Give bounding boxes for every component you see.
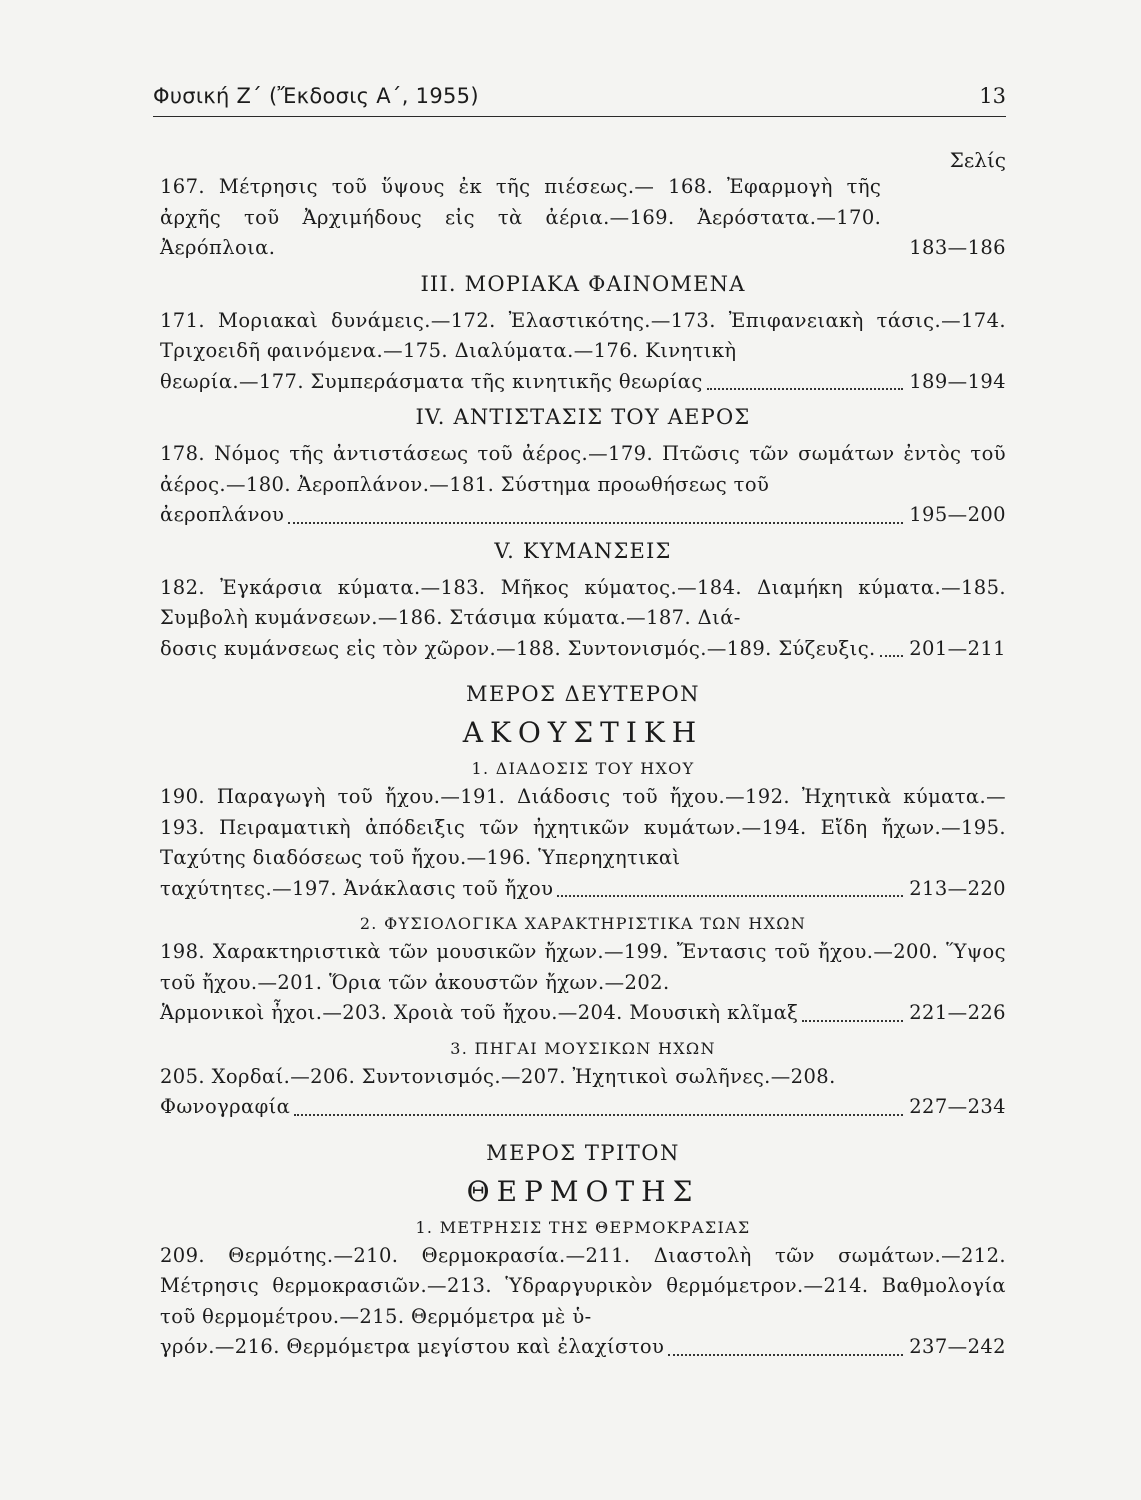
entry-text: 205. Χορδαί.—206. Συντονισμός.—207. Ἠχητικοὶ σωλῆνες.—208.: [160, 1064, 836, 1088]
page-range: 237—242: [909, 1335, 1006, 1358]
page-range: 195—200: [909, 503, 1006, 526]
entry-text-last: Φωνογραφία: [160, 1095, 291, 1118]
dot-leader: [557, 895, 903, 897]
subsection-title: 1. ΜΕΤΡΗΣΙΣ ΤΗΣ ΘΕΡΜΟΚΡΑΣΙΑΣ: [415, 1217, 751, 1237]
subsection-title: 3. ΠΗΓΑΙ ΜΟΥΣΙΚΩΝ ΗΧΩΝ: [450, 1038, 716, 1058]
page-number: 13: [979, 84, 1006, 108]
entry-text: 171. Μοριακαὶ δυνάμεις.—172. Ἐλαστικότης.—173. Ἐπιφανειακὴ τάσις.—174. Τριχοειδῆ φαινόμενα.—175. Διαλύματα.—176. Κινητικὴ: [160, 308, 1006, 362]
toc-entry: [160, 306, 1006, 398]
toc-entry: [160, 172, 1006, 264]
part-label: ΜΕΡΟΣ ΤΡΙΤΟΝ: [486, 1140, 680, 1165]
page-range: 213—220: [909, 876, 1006, 900]
running-title: Φυσική Ζ΄ (Ἔκδοσις Α΄, 1955): [153, 84, 479, 108]
entry-text-last: θεωρία.—177. Συμπεράσματα τῆς κινητικῆς θεωρίας: [160, 369, 703, 393]
entry-text: 209. Θερμότης.—210. Θερμοκρασία.—211. Διαστολὴ τῶν σωμάτων.—212. Μέτρησις θερμοκρασιῶν.—213. Ὑδραργυρικὸν θερμόμετρον.—214. Βαθμολογία τοῦ θερμομέτρου.—215. Θερμόμετρα μὲ ὑ-: [160, 1243, 1006, 1328]
entry-text: 182. Ἐγκάρσια κύματα.—183. Μῆκος κύματος.—184. Διαμήκη κύματα.—185. Συμβολὴ κυμάνσεων.—186. Στάσιμα κύματα.—187. Διά-: [160, 575, 1006, 629]
page-range: 227—234: [909, 1095, 1006, 1118]
part-title: ΘΕΡΜΟΤΗΣ: [466, 1174, 700, 1208]
entry-text-last: δοσις κυμάνσεως εἰς τὸν χῶρον.—188. Συντονισμός.—189. Σύζευξις.: [160, 636, 876, 660]
dot-leader: [802, 1020, 903, 1022]
subsection-title: 2. ΦΥΣΙΟΛΟΓΙΚΑ ΧΑΡΑΚΤΗΡΙΣΤΙΚΑ ΤΩΝ ΗΧΩΝ: [359, 914, 807, 933]
entry-text: 178. Νόμος τῆς ἀντιστάσεως τοῦ ἀέρος.—179. Πτῶσις τῶν σωμάτων ἐντὸς τοῦ ἀέρος.—180. Ἀεροπλάνον.—181. Σύστημα προωθήσεως τοῦ: [160, 442, 1006, 496]
part-title: ΑΚΟΥΣΤΙΚΗ: [462, 716, 704, 749]
toc-entry: [160, 782, 1006, 904]
toc-entry: [160, 573, 1006, 665]
dot-leader: [668, 1354, 903, 1356]
page-column-heading: Σελίς: [949, 148, 1006, 172]
dot-leader: [288, 522, 903, 524]
entry-text-last: Ἁρμονικοὶ ἦχοι.—203. Χροιὰ τοῦ ἤχου.—204. Μουσικὴ κλῖμαξ: [160, 1001, 799, 1024]
entry-text-last: γρόν.—216. Θερμόμετρα μεγίστου καὶ ἐλαχίστου: [160, 1335, 665, 1358]
dot-leader: [880, 655, 904, 657]
toc-entry: [160, 439, 1006, 531]
page-range: 221—226: [909, 1001, 1006, 1024]
toc-entry: [160, 1241, 1006, 1363]
section-title: III. ΜΟΡΙΑΚΑ ΦΑΙΝΟΜΕΝΑ: [420, 271, 746, 296]
toc-entry: [160, 1062, 1006, 1123]
section-title: V. ΚΥΜΑΝΣΕΙΣ: [494, 538, 672, 563]
entry-text: 198. Χαρακτηριστικὰ τῶν μουσικῶν ἤχων.—199. Ἔντασις τοῦ ἤχου.—200. Ὕψος τοῦ ἤχου.—201. Ὅρια τῶν ἀκουστῶν ἤχων.—202.: [160, 940, 1006, 994]
entry-text: 190. Παραγωγὴ τοῦ ἤχου.—191. Διάδοσις τοῦ ἤχου.—192. Ἠχητικὰ κύματα.—193. Πειραματικὴ ἀπόδειξις τῶν ἠχητικῶν κυμάτων.—194. Εἴδη ἤχων.—195. Ταχύτης διαδόσεως τοῦ ἤχου.—196. Ὑπερηχητικαὶ: [160, 785, 1006, 869]
page-range: 189—194: [909, 369, 1006, 393]
entry-text: 167. Μέτρησις τοῦ ὕψους ἐκ τῆς πιέσεως.— 168. Ἐφαρμογὴ τῆς ἀρχῆς τοῦ Ἀρχιμήδους εἰς τὰ ἀέρια.—169. Ἀερόστατα.—170. Ἀερόπλοια.: [160, 175, 882, 259]
page-range: 201—211: [909, 636, 1006, 660]
entry-text-last: ἀεροπλάνου: [160, 503, 285, 526]
running-header: [153, 82, 1006, 117]
page-range: 183—186: [909, 236, 1006, 259]
dot-leader: [294, 1114, 903, 1116]
table-of-contents: [160, 172, 1006, 1363]
toc-entry: [160, 937, 1006, 1029]
part-label: ΜΕΡΟΣ ΔΕΥΤΕΡΟΝ: [465, 682, 701, 706]
subsection-title: 1. ΔΙΑΔΟΣΙΣ ΤΟΥ ΗΧΟΥ: [471, 759, 695, 778]
dot-leader: [707, 388, 904, 390]
entry-text-last: ταχύτητες.—197. Ἀνάκλασις τοῦ ἤχου: [160, 876, 554, 900]
section-title: IV. ΑΝΤΙΣΤΑΣΙΣ ΤΟΥ ΑΕΡΟΣ: [415, 405, 751, 429]
